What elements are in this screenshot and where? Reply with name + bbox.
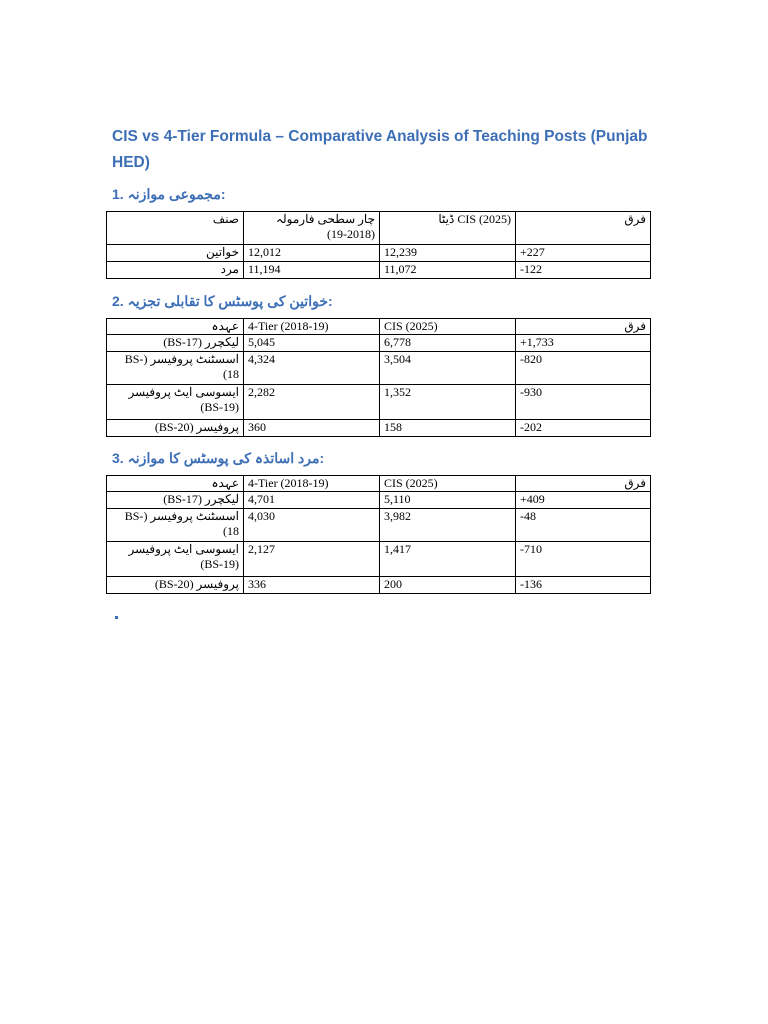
table-header-row [107,212,651,245]
table-cell: 5,110 [380,492,516,509]
table-cell: 12,239 [380,245,516,262]
table-cell: -710 [516,542,651,577]
table-cell: 6,778 [380,335,516,352]
header-cell: 4-Tier (2018-19) [244,476,380,492]
table-cell: ایسوسی ایٹ پروفیسر (BS-19) [107,385,244,420]
header-cell: صنف [107,212,244,245]
header-cell: CIS (2025) [380,319,516,335]
table-cell: -202 [516,420,651,437]
table-cell: 11,072 [380,262,516,279]
header-cell: 4-Tier (2018-19) [244,319,380,335]
table-cell: مرد [107,262,244,279]
header-cell: عہدہ [107,319,244,335]
table-cell: 1,352 [380,385,516,420]
table-row [107,509,651,542]
table-cell: +227 [516,245,651,262]
table-cell: 3,504 [380,352,516,385]
table-cell: 1,417 [380,542,516,577]
table-cell: 360 [244,420,380,437]
table-cell: لیکچرر (BS-17) [107,492,244,509]
section-3-heading: 3. مرد اساتذہ کی پوسٹس کا موازنہ: [112,450,325,466]
table-cell: لیکچرر (BS-17) [107,335,244,352]
table-cell: 12,012 [244,245,380,262]
document-title: CIS vs 4-Tier Formula – Comparative Analysis of Teaching Posts (Punjab HED) [112,128,648,171]
table-cell: پروفیسر (BS-20) [107,577,244,594]
table-row [107,577,651,594]
table-cell: 200 [380,577,516,594]
section-2-heading: 2. خواتین کی پوسٹس کا تقابلی تجزیہ: [112,293,333,309]
male-posts-table [106,475,651,594]
table-cell: ایسوسی ایٹ پروفیسر (BS-19) [107,542,244,577]
overall-comparison-table [106,211,651,279]
table-cell: 2,282 [244,385,380,420]
header-cell: فرق [516,476,651,492]
header-cell: فرق [516,212,651,245]
table-header-row [107,319,651,335]
table-cell: 336 [244,577,380,594]
table-cell: 158 [380,420,516,437]
table-row [107,542,651,577]
table-cell: 4,324 [244,352,380,385]
table-cell: -48 [516,509,651,542]
table-cell: -122 [516,262,651,279]
header-cell: CIS (2025) ڈیٹا [380,212,516,245]
header-cell: فرق [516,319,651,335]
table-row [107,420,651,437]
table-row [107,492,651,509]
table-header-row [107,476,651,492]
header-cell: CIS (2025) [380,476,516,492]
stray-dot-mark [115,616,118,619]
table-cell: خواتین [107,245,244,262]
female-posts-table [106,318,651,437]
table-cell: 2,127 [244,542,380,577]
table-cell: +1,733 [516,335,651,352]
table-cell: 5,045 [244,335,380,352]
table-row [107,245,651,262]
header-cell: عہدہ [107,476,244,492]
table-cell: اسسٹنٹ پروفیسر (BS-18) [107,352,244,385]
table-cell: 4,030 [244,509,380,542]
table-cell: +409 [516,492,651,509]
header-cell: چار سطحی فارمولہ (2018-19) [244,212,380,245]
section-1-heading: 1. مجموعی موازنہ: [112,186,226,202]
table-cell: 4,701 [244,492,380,509]
table-cell: -820 [516,352,651,385]
table-cell: -136 [516,577,651,594]
table-row [107,352,651,385]
table-row [107,262,651,279]
table-cell: 3,982 [380,509,516,542]
table-cell: پروفیسر (BS-20) [107,420,244,437]
table-cell: اسسٹنٹ پروفیسر (BS-18) [107,509,244,542]
table-cell: -930 [516,385,651,420]
table-row [107,385,651,420]
table-row [107,335,651,352]
table-cell: 11,194 [244,262,380,279]
